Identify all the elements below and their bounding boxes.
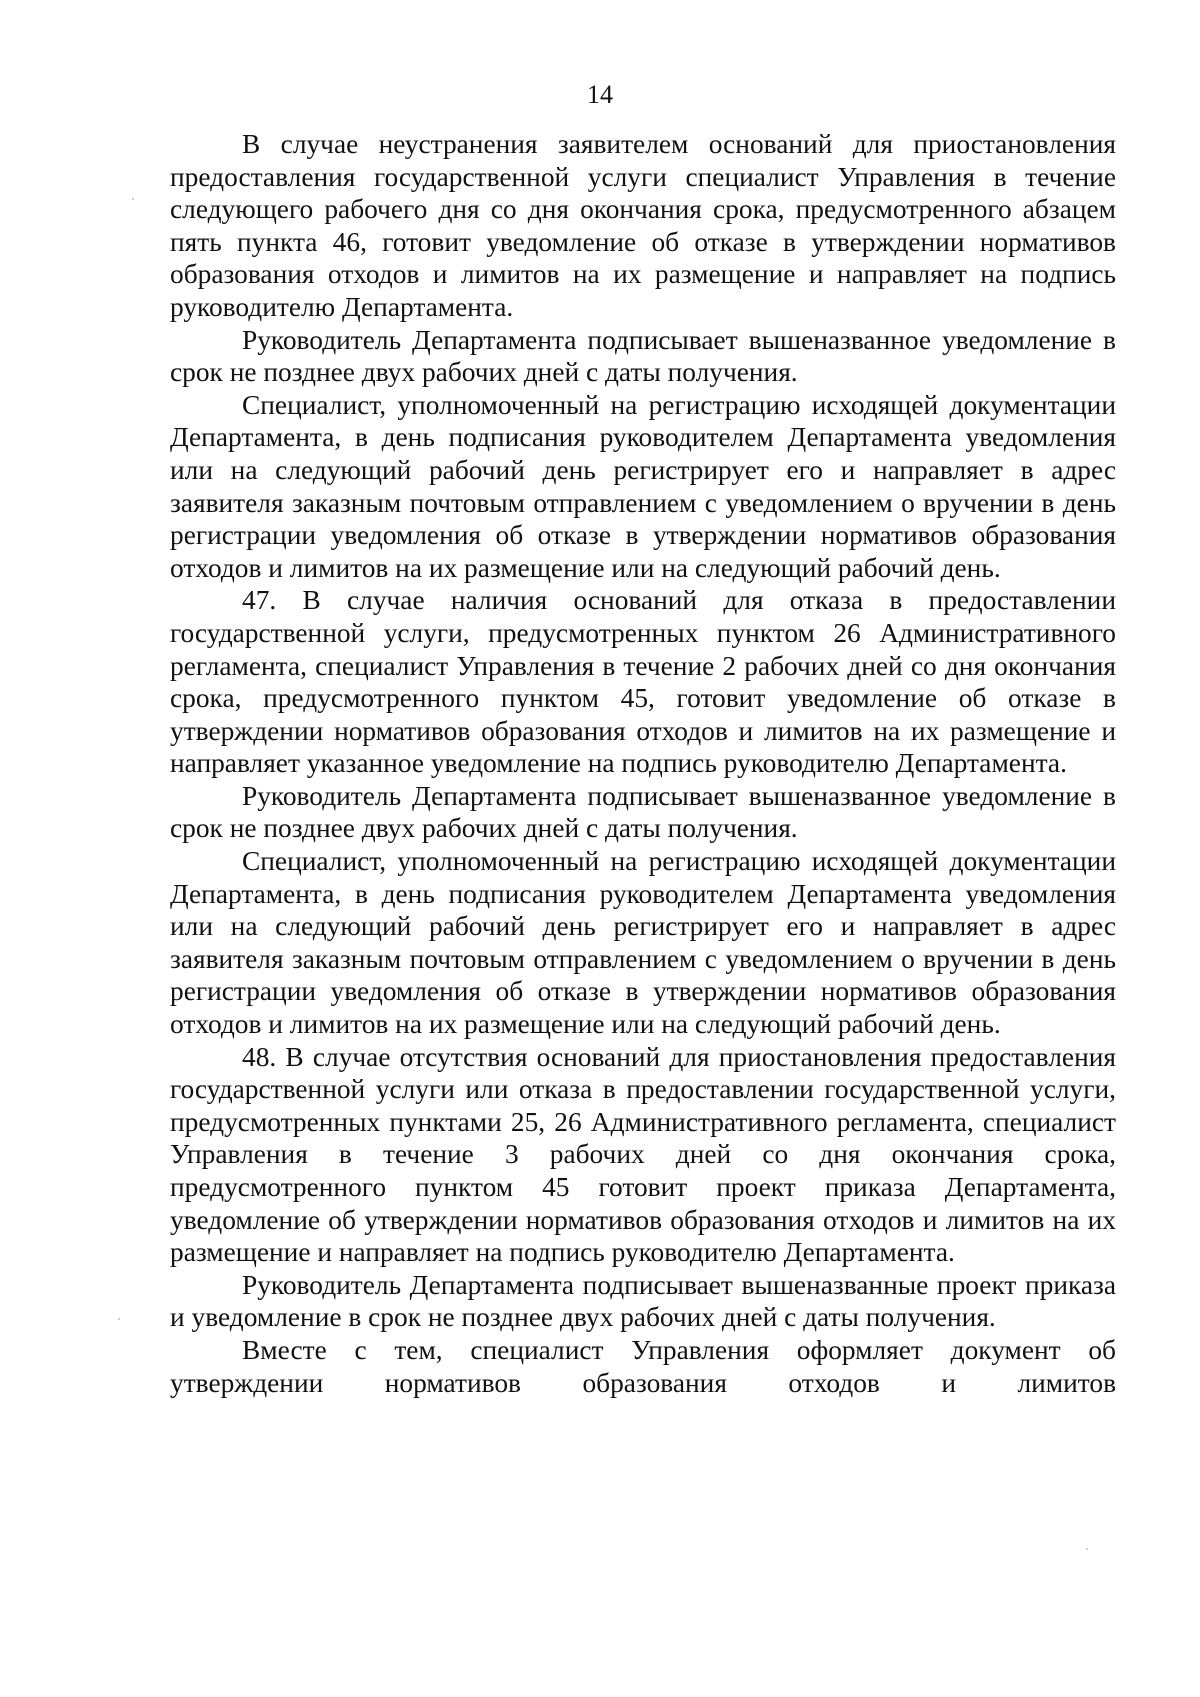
scan-speck — [132, 198, 134, 200]
paragraph: 47. В случае наличия оснований для отказа в предоставлении государственной услуги, предусмотренных пунктом 26 Административного регламента, специалист Управления в течение 2 рабочих дней со дня окончания срока, предусмотренного пунктом 45, готовит уведомление об отказе в утверждении нормативов образования отходов и лимитов на их размещение и направляет указанное уведомление на подпись руководителю Департамента. — [170, 585, 1116, 779]
page-number: 14 — [587, 80, 613, 109]
scan-speck — [118, 1318, 120, 1320]
paragraph: Руководитель Департамента подписывает вышеназванное уведомление в срок не позднее двух рабочих дней с даты получения. — [170, 780, 1116, 844]
scan-speck — [1086, 1548, 1088, 1550]
paragraph: Специалист, уполномоченный на регистрацию исходящей документации Департамента, в день подписания руководителем Департамента уведомления или на следующий рабочий день регистрирует его и направляет в адрес заявителя заказным почтовым отправлением с уведомлением о вручении в день регистрации уведомления об отказе в утверждении нормативов образования отходов и лимитов на их размещение или на следующий рабочий день. — [170, 846, 1116, 1040]
paragraph: 48. В случае отсутствия оснований для приостановления предоставления государственной услуги или отказа в предоставлении государственной услуги, предусмотренных пунктами 25, 26 Административного регламента, специалист Управления в течение 3 рабочих дней со дня окончания срока, предусмотренного пунктом 45 готовит проект приказа Департамента, уведомление об утверждении нормативов образования отходов и лимитов на их размещение и направляет на подпись руководителю Департамента. — [170, 1041, 1116, 1268]
paragraph: Руководитель Департамента подписывает вышеназванные проект приказа и уведомление в срок не позднее двух рабочих дней с даты получения. — [170, 1269, 1116, 1333]
paragraph: В случае неустранения заявителем оснований для приостановления предоставления государственной услуги специалист Управления в течение следующего рабочего дня со дня окончания срока, предусмотренного абзацем пять пункта 46, готовит уведомление об отказе в утверждении нормативов образования отходов и лимитов на их размещение и направляет на подпись руководителю Департамента. — [170, 129, 1116, 322]
paragraph: Руководитель Департамента подписывает вышеназванное уведомление в срок не позднее двух рабочих дней с даты получения. — [170, 324, 1116, 388]
document-body — [170, 128, 1116, 1399]
paragraph: Вместе с тем, специалист Управления оформляет документ об утверждении нормативов образования отходов и лимитов — [170, 1334, 1116, 1398]
paragraph: Специалист, уполномоченный на регистрацию исходящей документации Департамента, в день подписания руководителем Департамента уведомления или на следующий рабочий день регистрирует его и направляет в адрес заявителя заказным почтовым отправлением с уведомлением о вручении в день регистрации уведомления об отказе в утверждении нормативов образования отходов и лимитов на их размещение или на следующий рабочий день. — [170, 389, 1116, 583]
